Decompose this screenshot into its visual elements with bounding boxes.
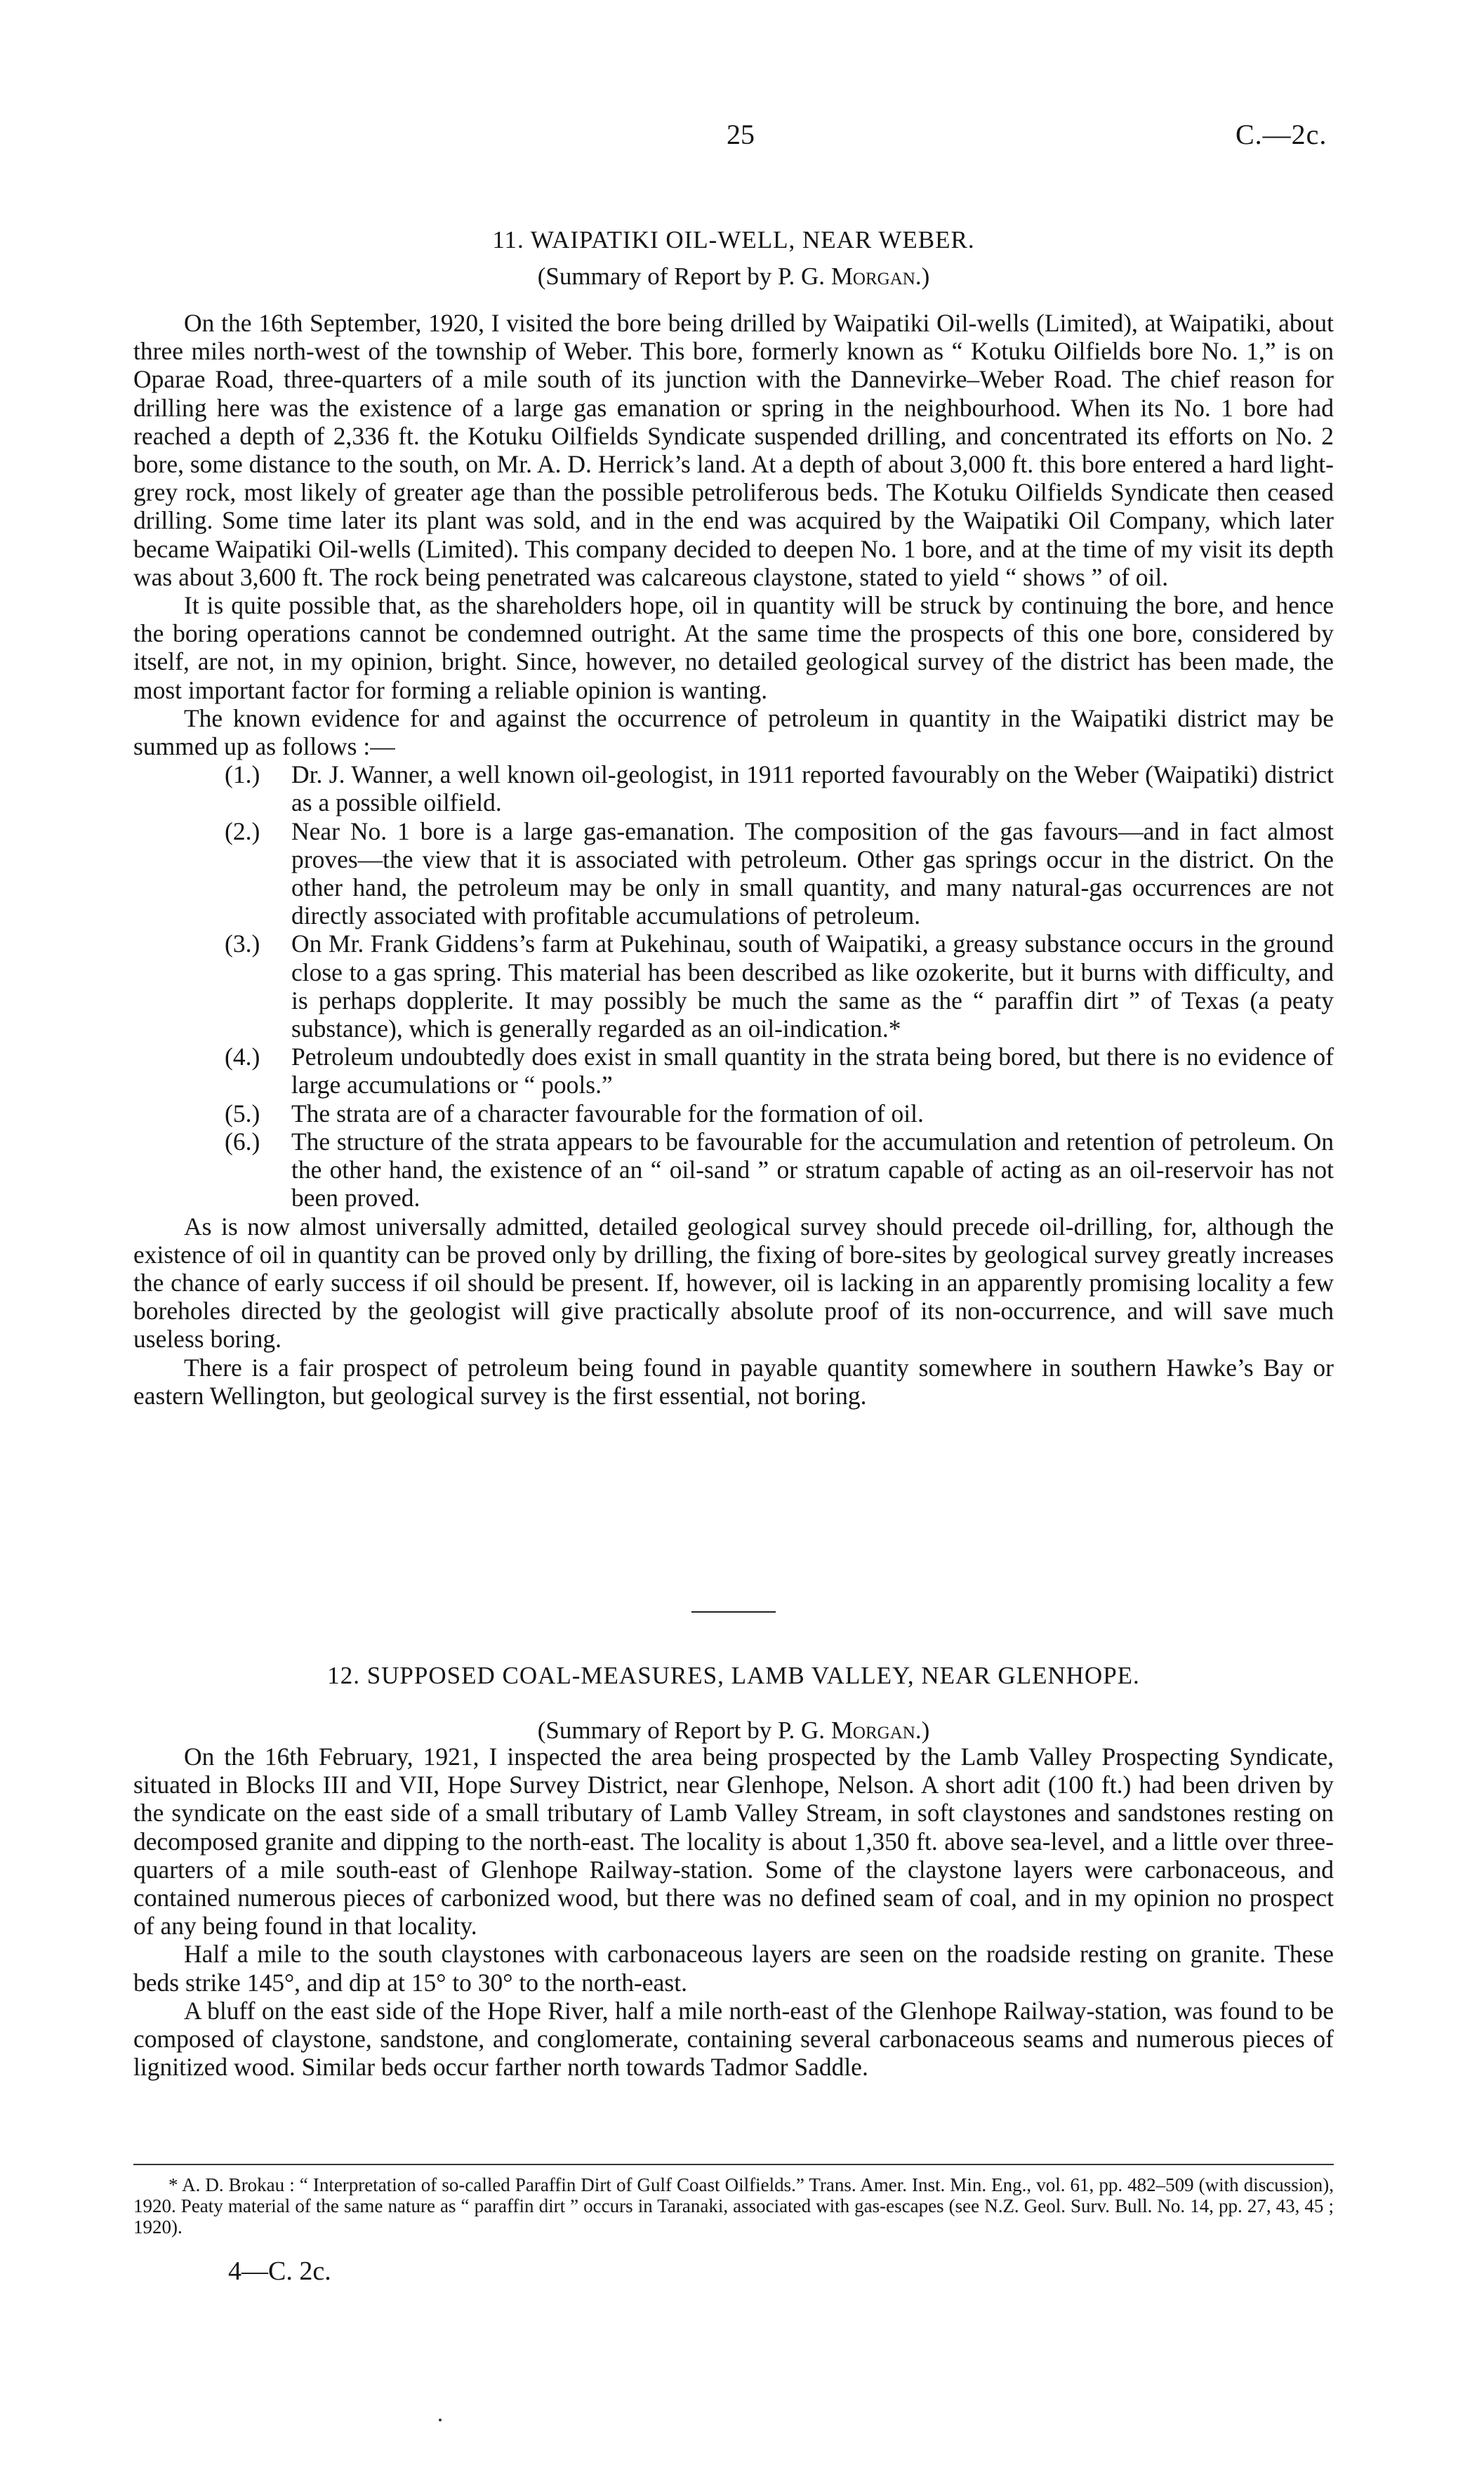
section-12-author: Morgan xyxy=(830,1717,915,1744)
list-item: (3.) On Mr. Frank Giddens’s farm at Pukehinau, south of Waipatiki, a greasy substance occurs in the ground close to a gas spring. This material has been described as like ozokerite, but it burns with difficulty, and is perhaps dopplerite. It may possibly be much the same as the “ paraffin dirt ” of Texas (a peaty substance), which is generally regarded as an oil-indication.* xyxy=(225,930,1334,1043)
list-number: (3.) xyxy=(225,930,260,958)
section-11-subtitle: (Summary of Report by P. G. Morgan.) xyxy=(537,263,930,290)
list-number: (4.) xyxy=(225,1043,260,1071)
section-12-subtitle: (Summary of Report by P. G. Morgan.) xyxy=(537,1717,930,1744)
section-11-author: Morgan xyxy=(830,263,915,290)
evidence-list xyxy=(133,760,1334,1212)
section-12-title: 12. SUPPOSED COAL-MEASURES, LAMB VALLEY, NEAR GLENHOPE. xyxy=(327,1662,1140,1689)
paragraph: It is quite possible that, as the shareholders hope, oil in quantity will be struck by continuing the bore, and hence the boring operations cannot be condemned outright. At the same time the prospects of this one bore, considered by itself, are not, in my opinion, bright. Since, however, no detailed geological survey of the district has been made, the most important factor for forming a reliable opinion is wanting. xyxy=(133,591,1334,704)
footnote-rule xyxy=(133,2164,1334,2165)
paragraph: Half a mile to the south claystones with carbonaceous layers are seen on the roadside resting on granite. These beds strike 145°, and dip at 15° to 30° to the north-east. xyxy=(133,1940,1334,1997)
section-12-body xyxy=(133,1743,1334,2081)
list-item: (6.) The structure of the strata appears to be favourable for the accumulation and retention of petroleum. On the other hand, the existence of an “ oil-sand ” or stratum capable of acting as an oil-reservoir has not been proved. xyxy=(225,1127,1334,1212)
paragraph: On the 16th February, 1921, I inspected the area being prospected by the Lamb Valley Prospecting Syndicate, situated in Blocks III and VII, Hope Survey District, near Glenhope, Nelson. A short adit (100 ft.) had been driven by the syndicate on the east side of a small tributary of Lamb Valley Stream, in soft claystones and sandstones resting on decomposed granite and dipping to the north-east. The locality is about 1,350 ft. above sea-level, and a little over three-quarters of a mile south-east of Glenhope Railway-station. Some of the claystone layers were carbonaceous, and contained numerous pieces of carbonized wood, but there was no defined seam of coal, and in my opinion no prospect of any being found in that locality. xyxy=(133,1743,1334,1941)
section-separator xyxy=(133,1611,1334,1613)
section-11-body xyxy=(133,309,1334,1410)
footnote: * A. D. Brokau : “ Interpretation of so-called Paraffin Dirt of Gulf Coast Oilfields.” Trans. Amer. Inst. Min. Eng., vol. 61, pp. 482–509 (with discussion), 1920. Peaty material of the same nature as “ paraffin dirt ” occurs in Taranaki, associated with gas-escapes (see N.Z. Geol. Surv. Bull. No. 14, pp. 27, 43, 45 ; 1920). xyxy=(133,2174,1334,2237)
paragraph: As is now almost universally admitted, detailed geological survey should precede oil-drilling, for, although the existence of oil in quantity can be proved only by drilling, the fixing of bore-sites by geological survey greatly increases the chance of early success if oil should be present. If, however, oil is lacking in an apparently promising locality a few boreholes directed by the geologist will give practically absolute proof of its non-occurrence, and will save much useless boring. xyxy=(133,1212,1334,1354)
list-number: (2.) xyxy=(225,817,260,845)
list-number: (5.) xyxy=(225,1099,260,1128)
list-item: (4.) Petroleum undoubtedly does exist in small quantity in the strata being bored, but there is no evidence of large accumulations or “ pools.” xyxy=(225,1043,1334,1099)
paragraph: On the 16th September, 1920, I visited the bore being drilled by Waipatiki Oil-wells (Limited), at Waipatiki, about three miles north-west of the township of Weber. This bore, formerly known as “ Kotuku Oilfields bore No. 1,” is on Oparae Road, three-quarters of a mile south of its junction with the Dannevirke–Weber Road. The chief reason for drilling here was the existence of a large gas emanation or spring in the neighbourhood. When its No. 1 bore had reached a depth of 2,336 ft. the Kotuku Oilfields Syndicate suspended drilling, and concentrated its efforts on No. 2 bore, some distance to the south, on Mr. A. D. Herrick’s land. At a depth of about 3,000 ft. this bore entered a hard light-grey rock, most likely of greater age than the possible petroliferous beds. The Kotuku Oilfields Syndicate then ceased drilling. Some time later its plant was sold, and in the end was acquired by the Waipatiki Oil Company, which later became Waipatiki Oil-wells (Limited). This company decided to deepen No. 1 bore, and at the time of my visit its depth was about 3,600 ft. The rock being penetrated was calcareous claystone, stated to yield “ shows ” of oil. xyxy=(133,309,1334,591)
paragraph: A bluff on the east side of the Hope River, half a mile north-east of the Glenhope Railway-station, was found to be composed of claystone, sandstone, and conglomerate, containing several carbonaceous seams and numerous pieces of lignitized wood. Similar beds occur farther north towards Tadmor Saddle. xyxy=(133,1996,1334,2082)
ink-dot xyxy=(439,2419,442,2421)
list-item: (5.) The strata are of a character favourable for the formation of oil. xyxy=(225,1099,924,1128)
page-number: 25 xyxy=(727,119,755,150)
paragraph: The known evidence for and against the occurrence of petroleum in quantity in the Waipatiki district may be summed up as follows :— xyxy=(133,703,1334,761)
list-number: (1.) xyxy=(225,760,260,789)
section-12 xyxy=(133,1662,1334,1745)
section-11-title: 11. WAIPATIKI OIL-WELL, NEAR WEBER. xyxy=(492,226,975,253)
signature-mark: 4—C. 2c. xyxy=(228,2256,331,2286)
separator-rule xyxy=(691,1611,776,1613)
list-item: (2.) Near No. 1 bore is a large gas-emanation. The composition of the gas favours—and in fact almost proves—the view that it is associated with petroleum. Other gas springs occur in the district. On the other hand, the petroleum may be only in small quantity, and many natural-gas occurrences are not directly associated with profitable accumulations of petroleum. xyxy=(225,817,1334,930)
list-item: (1.) Dr. J. Wanner, a well known oil-geologist, in 1911 reported favourably on the Weber (Waipatiki) district as a possible oilfield. xyxy=(225,760,1334,817)
document-reference: C.—2c. xyxy=(1235,119,1327,150)
list-number: (6.) xyxy=(225,1127,260,1156)
section-11 xyxy=(133,226,1334,291)
paragraph: There is a fair prospect of petroleum being found in payable quantity somewhere in southern Hawke’s Bay or eastern Wellington, but geological survey is the first essential, not boring. xyxy=(133,1353,1334,1410)
